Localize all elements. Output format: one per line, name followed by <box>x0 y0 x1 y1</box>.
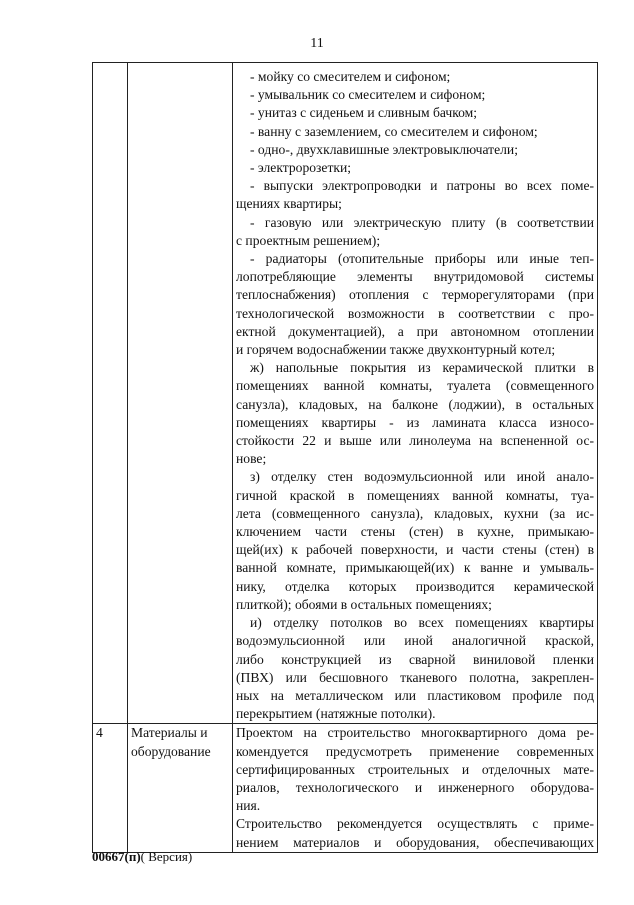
list-item: - выпуски электропроводки и патроны во всех поме- <box>250 178 594 194</box>
list-item: - мойку со смесителем и сифоном; <box>250 69 451 84</box>
text-line: помещениях ванной комнаты, туалета (совмещенного <box>236 378 594 394</box>
row-content-cell <box>233 63 598 724</box>
text-line: Строительство рекомендуется осуществлять с приме- <box>236 816 594 832</box>
text-line: сертифицированных строительных и отделочных мате- <box>236 761 594 777</box>
list-item: - электророзетки; <box>250 160 352 176</box>
list-item: - умывальник со смесителем и сифоном; <box>250 87 486 103</box>
row-number-cell: 4 <box>93 724 128 852</box>
text-line: риалов, технологического и инженерного оборудова- <box>236 779 594 795</box>
row-number-cell <box>93 63 128 724</box>
text-line: с проектным решением); <box>236 232 381 248</box>
text-line: плиткой); обоями в остальных помещениях; <box>236 596 492 612</box>
list-item: - одно-, двухклавишные электровыключатели; <box>250 141 518 157</box>
text-line: (ПВХ) или бесшовного тканевого полотна, закреплен- <box>236 669 594 685</box>
text-line: комендуется предусмотреть применение современных <box>236 743 594 759</box>
document-footer <box>92 849 192 865</box>
text-line: перекрытием (натяжные потолки). <box>236 706 436 722</box>
text-line: лопотребляющие элементы внутридомовой системы <box>236 269 594 285</box>
list-item: - унитаз с сиденьем и сливным бачком; <box>250 105 478 121</box>
row-title-line: оборудование <box>131 743 211 759</box>
paragraph-start: и) отделку потолков во всех помещениях квартиры <box>250 615 594 631</box>
text-line: и горячем водоснабжении также двухконтурный котел; <box>236 342 556 358</box>
document-version: ( Версия) <box>140 849 193 864</box>
text-line: гичной краской в помещениях ванной комнаты, туа- <box>236 487 594 503</box>
paragraph-start: з) отделку стен водоэмульсионной или иной анало- <box>250 469 594 485</box>
text-line: нику, отделка которых производится керамической <box>236 578 594 594</box>
text-line: технологической возможности в соответствии с про- <box>236 305 594 321</box>
paragraph-start: ж) напольные покрытия из керамической плитки в <box>250 360 594 376</box>
text-line: санузла), кладовых, на балконе (лоджии), в остальных <box>236 396 594 412</box>
text-line: ванной комнате, примыкающей(их) к ванне и умываль- <box>236 560 594 576</box>
text-line: водоэмульсионной или иной аналогичной краской, <box>236 633 594 649</box>
document-code: 00667(п) <box>92 849 141 864</box>
text-line: ния. <box>236 798 261 814</box>
list-item: - газовую или электрическую плиту (в соответствии <box>250 214 594 230</box>
list-item: - ванну с заземлением, со смесителем и сифоном; <box>250 123 538 139</box>
text-line: ектной документацией), а при автономном отоплении <box>236 323 594 339</box>
text-line: нением материалов и оборудования, обеспечивающих <box>236 834 594 850</box>
list-item: - радиаторы (отопительные приборы или иные теп- <box>250 251 594 267</box>
row-content-cell <box>233 724 598 852</box>
page-number: 11 <box>310 36 324 51</box>
text-line: ключением части стены (стен) в кухне, примыкаю- <box>236 524 594 540</box>
row-title-cell <box>128 724 233 852</box>
text-line: либо конструкцией из сварной виниловой пленки <box>236 651 594 667</box>
text-line: теплоснабжения) отопления с терморегуляторами (при <box>236 287 594 303</box>
text-line: щей(их) к рабочей поверхности, и части стены (стен) в <box>236 542 594 558</box>
text-line: стойкости 22 и выше или линолеума на вспененной ос- <box>236 433 594 449</box>
text-line: лета (совмещенного санузла), кладовых, кухни (за ис- <box>236 505 594 521</box>
requirements-table <box>92 62 598 853</box>
row-title-cell <box>128 63 233 724</box>
text-line: ных на металлическом или пластиковом профиле под <box>236 687 594 703</box>
text-line: нове; <box>236 451 267 467</box>
text-line: щениях квартиры; <box>236 196 342 212</box>
text-line: помещениях квартиры - из ламината класса износо- <box>236 414 594 430</box>
table-row <box>93 63 598 724</box>
text-line: Проектом на строительство многоквартирного дома ре- <box>236 725 594 741</box>
table-row <box>93 724 598 852</box>
row-title-line: Материалы и <box>131 725 208 741</box>
